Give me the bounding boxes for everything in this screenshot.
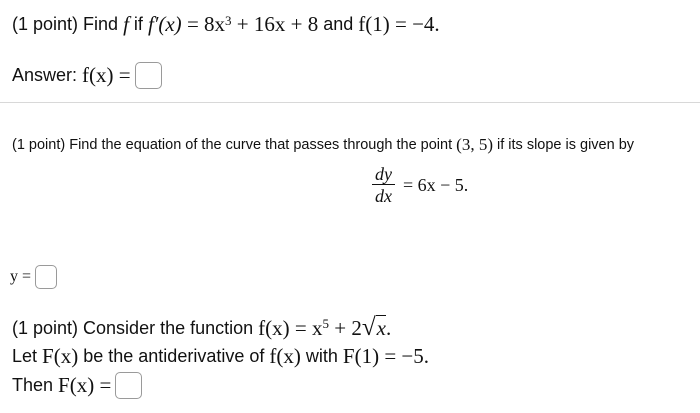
q2-derivative-fraction bbox=[372, 165, 395, 205]
q2-fraction-denominator: dx bbox=[375, 186, 392, 206]
q3-line3-text: Then bbox=[12, 375, 54, 395]
q3-line2-text-a: Let bbox=[12, 346, 38, 366]
q3-answer-input[interactable] bbox=[115, 372, 142, 399]
q1-equation-rest: + 16x + 8 bbox=[231, 12, 319, 36]
question-1 bbox=[0, 0, 700, 102]
q1-exponent: 3 bbox=[225, 12, 232, 28]
q2-rhs: = 6x − 5. bbox=[403, 174, 469, 195]
q1-answer-expr: f(x) = bbox=[82, 63, 131, 87]
q2-answer-expr: y = bbox=[10, 268, 32, 285]
q1-and-text: and bbox=[318, 14, 359, 34]
q3-function-rest: + 2 bbox=[328, 315, 362, 340]
question-1-answer-row bbox=[12, 62, 162, 89]
q1-f-symbol: f bbox=[123, 12, 129, 36]
q1-point-label: (1 point) Find bbox=[12, 14, 119, 34]
q1-if-text: if bbox=[128, 14, 148, 34]
question-2 bbox=[0, 102, 700, 301]
q3-answer-expr: F(x) = bbox=[58, 373, 112, 397]
q3-line2-math-b: f(x) bbox=[269, 344, 301, 368]
q3-exponent: 5 bbox=[322, 316, 329, 332]
q2-differential-equation bbox=[372, 165, 468, 205]
q3-line1-text: (1 point) Consider the function bbox=[12, 317, 254, 338]
question-3 bbox=[0, 300, 700, 413]
q2-point-coords: (3, 5) bbox=[456, 135, 493, 154]
q1-condition: f(1) = −4. bbox=[358, 12, 440, 36]
q2-fraction-numerator: dy bbox=[372, 165, 395, 185]
q1-equation-lhs: = 8x bbox=[181, 12, 226, 36]
q3-line-1 bbox=[12, 314, 391, 342]
question-2-prompt bbox=[12, 135, 634, 155]
q3-sqrt bbox=[362, 314, 386, 342]
q1-fprime: f′(x) bbox=[147, 12, 182, 36]
q3-line2-math-a: F(x) bbox=[42, 344, 79, 368]
q2-prompt-end: if its slope is given by bbox=[497, 137, 635, 153]
q2-prompt-text: (1 point) Find the equation of the curve that passes through the point bbox=[12, 137, 453, 153]
q2-answer-input[interactable] bbox=[35, 265, 57, 289]
q3-line1-end: . bbox=[385, 315, 392, 340]
q3-line2-math-c: F(1) = −5. bbox=[342, 344, 430, 368]
q3-line2-text-b: be the antiderivative of bbox=[83, 346, 265, 366]
q3-radicand: x bbox=[376, 316, 386, 340]
q1-answer-input[interactable] bbox=[135, 62, 162, 89]
q3-line-3 bbox=[12, 372, 142, 399]
q3-line-2 bbox=[12, 344, 429, 369]
sqrt-radical-icon: √ bbox=[361, 314, 376, 341]
q3-function-lhs: f(x) = x bbox=[258, 315, 323, 340]
question-2-answer-row bbox=[10, 265, 57, 289]
question-1-prompt bbox=[12, 12, 440, 37]
q3-line2-text-c: with bbox=[305, 346, 338, 366]
q1-answer-label: Answer: bbox=[12, 65, 78, 85]
